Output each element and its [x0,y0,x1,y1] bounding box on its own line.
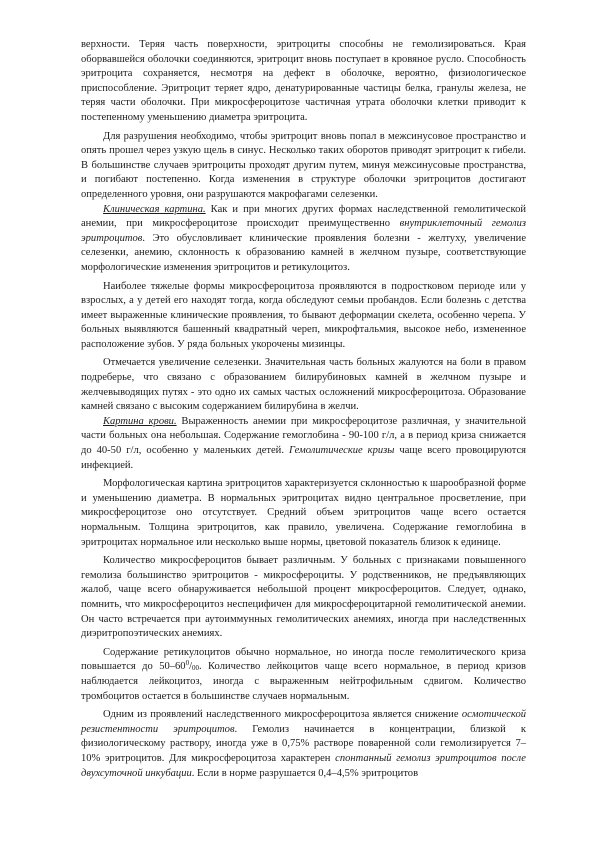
document-page [81,38,526,781]
paragraph-8: Количество микросфероцитов бывает различным. У больных с признаками повышенного гемолиза большинство эритроцитов - микросфероциты. У родственников, не предъявляющих жалоб, чаще всего обнаруживается небольшой процент микросфероцитов. Следует, однако, помнить, что микросфероцитоз неспецифичен для микросфероцитарной гемолитической анемии. Он часто встречается при аутоиммунных гемолитических анемиях, иногда при наследственных диэритропоэтических анемиях. [81,555,526,640]
paragraph-3-italic-a: внутриклеточный гемолиз эритроцитов [81,218,526,244]
paragraph-9-sup: 0 [185,659,190,668]
paragraph-10-italic-a: осмотической резистентности эритроцитов [81,709,526,735]
paragraph-5: Отмечается увеличение селезенки. Значительная часть больных жалуются на боли в правом подреберье, что связано с образованием билирубиновых камней в желчном пузыре и желчевыводящих путях - это одно их самых частых осложнений микросфероцитоза. Образование камней связано с высоким содержанием билирубина в желчи. [81,357,526,413]
section-heading-clinical-picture: Клиническая картина. [103,203,206,215]
paragraph-6-italic-a: Гемолитические кризы [288,445,395,457]
paragraph-10-italic-b: спонтанный гемолиз эритроцитов после двухсуточной инкубации [81,752,526,779]
paragraph-3-text-a: Как и при многих других формах наследственной гемолитической анемии, при микросфероцитозе происходит преимущественно [81,203,526,230]
paragraph-3-text-b: . Это обусловливает клинические проявления болезни - желтуху, увеличение селезенки, анемию, склонность к образованию камней в желчном пузыре, соответствующие морфологические изменения эритроцитов и ретикулоцитоз. [81,232,526,273]
paragraph-10-text-a: Одним из проявлений наследственного микросфероцитоза является снижение [103,709,462,721]
paragraph-2: Для разрушения необходимо, чтобы эритроцит вновь попал в межсинусовое пространство и опять прошел через узкую щель в синус. Несколько таких оборотов приводят эритроцит к гибели. В большинстве случаев эритроциты проходят другим путем, минуя межсинусовые пространства, и погибают постепенно. Когда изменения в структуре оболочки эритроцитов достигают определенного уровня, они разрушаются макрофагами селезенки. [81,130,526,200]
paragraph-10-text-b: . Гемолиз начинается в концентрации, близкой к физиологическому раствору, иногда уже в 0,75% растворе поваренной соли гемолизируется 7–10% эритроцитов. Для микросфероцитоза характерен [81,723,527,764]
paragraph-3 [81,203,526,276]
paragraph-6-text-b: чаще всего провоцируются инфекцией. [81,445,526,471]
paragraph-6-text-a: Выраженность анемии при микросфероцитозе различная, у значительной части больных она небольшая. Содержание гемоглобина - 90-100 г/л, а в период криза снижается до 40-50 г/л, особенно у маленьких детей. [81,415,526,457]
paragraph-9-text-b: . Количество лейкоцитов чаще всего нормальное, в период кризов наблюдается лейкоцитоз, иногда с выраженным нейтрофильным сдвигом. Количество тромбоцитов остается в большинстве случаев нормальным. [81,661,526,702]
paragraph-10 [81,708,526,781]
paragraph-9-text-a: Содержание ретикулоцитов обычно нормальное, но иногда после гемолитического криза повышается до 50–60 [81,646,526,673]
paragraph-9-sub: 00 [192,664,199,673]
paragraph-4: Наиболее тяжелые формы микросфероцитоза проявляются в подростковом периоде или у взрослых, а у детей его находят тогда, когда обследуют семьи пробандов. Если болезнь с детства имеет выраженные клинические проявления, то бывают деформации скелета, особенно черепа. У больных выявляются башенный квадратный череп, микрофтальмия, высокое небо, измененное расположение зубов. У ряда больных укорочены мизинцы. [81,280,526,350]
paragraph-10-text-c: . Если в норме разрушается 0,4–4,5% эритроцитов [191,767,419,779]
paragraph-9: Содержание ретикулоцитов обычно нормальное, но иногда после гемолитического криза повышается до $50-60^0/_{00}$. Количество лейкоцитов чаще всего нормальное, в период кризов наблюдается лейкоцитоз, иногда с выраженным нейтрофильным сдвигом. Количество тромбоцитов остается в большинстве случаев нормальным. [81,646,526,702]
section-heading-blood-picture: Картина крови. [103,415,177,427]
paragraph-1: верхности. Теряя часть поверхности, эритроциты способны не гемолизироваться. Края оборвавшейся оболочки соединяются, эритроцит вновь поступает в кровяное русло. Способность эритроцита сохраняется, несмотря на дефект в оболочке, вероятно, физиологическое приспособление. Эритроцит теряет ядро, денатурированные частицы белка, гранулы железа, не теряя части оболочки. При микросфероцитозе частичная утрата оболочки клетки приводит к постепенному уменьшению диаметра эритроцита. [81,39,526,123]
paragraph-6 [81,415,526,473]
paragraph-7: Морфологическая картина эритроцитов характеризуется склонностью к шарообразной форме и уменьшению диаметра. В нормальных эритроцитах видно центральное просветление, при микросфероцитозе оно отсутствует. Средний объем эритроцитов чаще всего остается нормальным. Толщина эритроцитов, как правило, увеличена. Содержание гемоглобина в эритроцитах нормальное или несколько выше нормы, цветовой показатель близок к единице. [81,478,526,548]
